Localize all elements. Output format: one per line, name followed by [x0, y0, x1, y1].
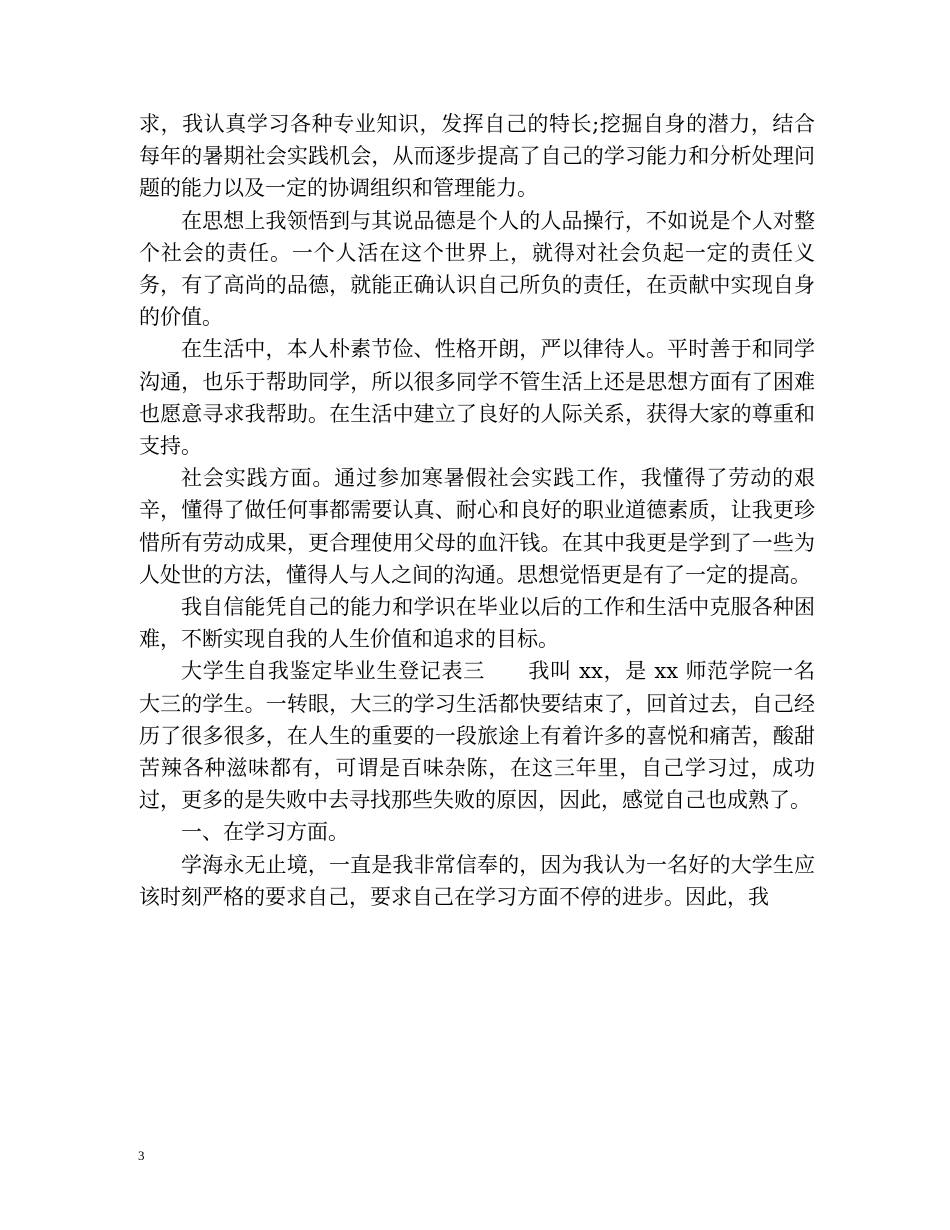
paragraph-6: 大学生自我鉴定毕业生登记表三 我叫 xx，是 xx 师范学院一名大三的学生。一转眼，大三的学习生活都快要结束了，回首过去，自己经历了很多很多，在人生的重要的一段旅途上有着许多的喜悦和痛苦，酸甜苦辣各种滋味都有，可谓是百味杂陈，在这三年里，自己学习过，成功过，更多的是失败中去寻找那些失败的原因，因此，感觉自己也成熟了。 — [139, 659, 815, 813]
paragraph-7: 一、在学习方面。 — [181, 820, 349, 845]
paragraph-5: 我自信能凭自己的能力和学识在毕业以后的工作和生活中克服各种困难，不断实现自我的人生价值和追求的目标。 — [139, 595, 815, 652]
page-number: 3 — [138, 1148, 145, 1163]
document-body — [139, 108, 815, 913]
paragraph-3: 在生活中，本人朴素节俭、性格开朗，严以律待人。平时善于和同学沟通，也乐于帮助同学，所以很多同学不管生活上还是思想方面有了困难也愿意寻求我帮助。在生活中建立了良好的人际关系，获得大家的尊重和支持。 — [139, 337, 815, 459]
paragraph-4: 社会实践方面。通过参加寒暑假社会实践工作，我懂得了劳动的艰辛，懂得了做任何事都需要认真、耐心和良好的职业道德素质，让我更珍惜所有劳动成果，更合理使用父母的血汗钱。在其中我更是学到了一些为人处世的方法，懂得人与人之间的沟通。思想觉悟更是有了一定的提高。 — [139, 466, 815, 587]
paragraph-8: 学海永无止境，一直是我非常信奉的，因为我认为一名好的大学生应该时刻严格的要求自己，要求自己在学习方面不停的进步。因此，我 — [139, 852, 815, 909]
paragraph-2: 在思想上我领悟到与其说品德是个人的人品操行，不如说是个人对整个社会的责任。一个人活在这个世界上，就得对社会负起一定的责任义务，有了高尚的品德，就能正确认识自己所负的责任，在贡献中实现自身的价值。 — [139, 208, 815, 330]
paragraph-1: 求，我认真学习各种专业知识，发挥自己的特长;挖掘自身的潜力，结合每年的暑期社会实践机会，从而逐步提高了自己的学习能力和分析处理问题的能力以及一定的协调组织和管理能力。 — [139, 112, 815, 201]
